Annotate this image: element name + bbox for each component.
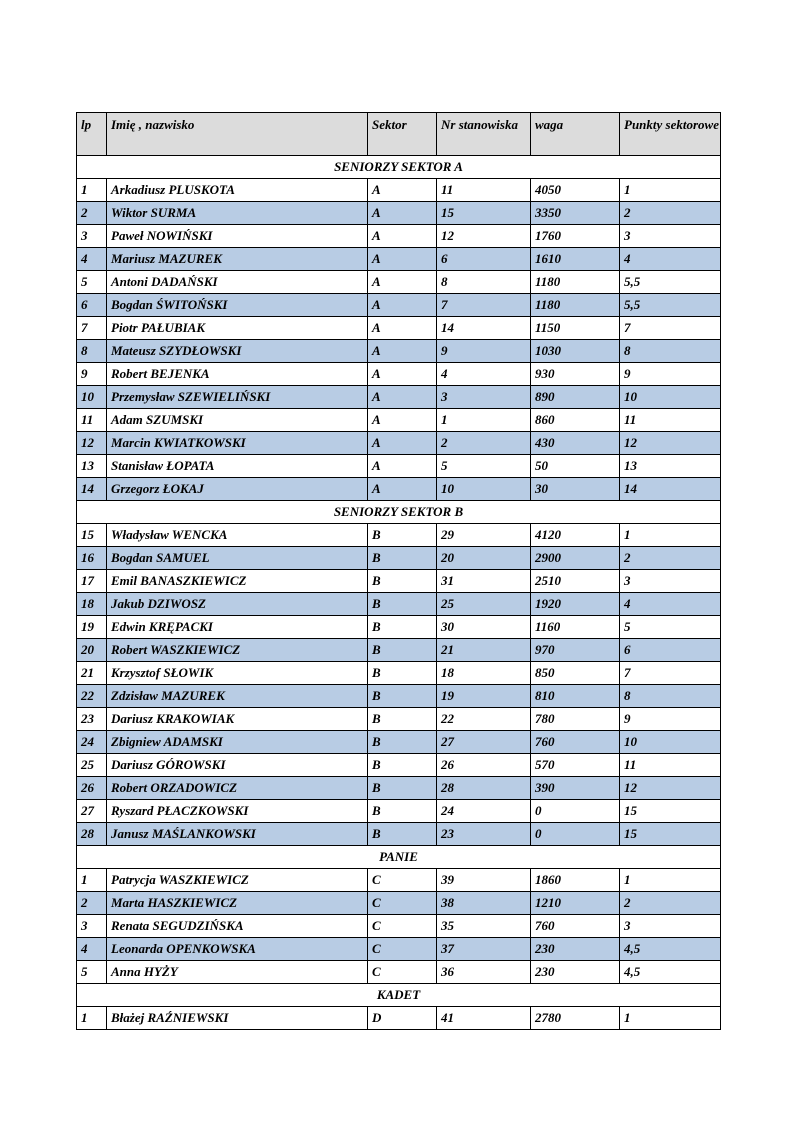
cell-waga: 1860 — [531, 869, 620, 892]
cell-waga: 3350 — [531, 202, 620, 225]
cell-name: Krzysztof SŁOWIK — [107, 662, 368, 685]
cell-waga: 1210 — [531, 892, 620, 915]
header-waga: waga — [531, 113, 620, 156]
cell-punkty: 1 — [620, 869, 721, 892]
cell-nr-stanowiska: 25 — [437, 593, 531, 616]
cell-sektor: A — [368, 248, 437, 271]
cell-nr-stanowiska: 9 — [437, 340, 531, 363]
table-row — [77, 685, 721, 708]
cell-punkty: 13 — [620, 455, 721, 478]
cell-nr-stanowiska: 18 — [437, 662, 531, 685]
cell-lp: 4 — [77, 938, 107, 961]
cell-name: Marcin KWIATKOWSKI — [107, 432, 368, 455]
table-row — [77, 248, 721, 271]
cell-punkty: 4 — [620, 593, 721, 616]
cell-punkty: 2 — [620, 202, 721, 225]
cell-nr-stanowiska: 14 — [437, 317, 531, 340]
cell-waga: 2780 — [531, 1007, 620, 1030]
cell-lp: 5 — [77, 271, 107, 294]
table-row — [77, 179, 721, 202]
cell-name: Renata SEGUDZIŃSKA — [107, 915, 368, 938]
cell-nr-stanowiska: 20 — [437, 547, 531, 570]
cell-lp: 24 — [77, 731, 107, 754]
table-row — [77, 662, 721, 685]
cell-nr-stanowiska: 38 — [437, 892, 531, 915]
cell-waga: 570 — [531, 754, 620, 777]
cell-name: Mariusz MAZUREK — [107, 248, 368, 271]
header-lp: lp — [77, 113, 107, 156]
cell-lp: 1 — [77, 1007, 107, 1030]
table-row — [77, 892, 721, 915]
cell-nr-stanowiska: 2 — [437, 432, 531, 455]
cell-lp: 1 — [77, 179, 107, 202]
cell-name: Arkadiusz PLUSKOTA — [107, 179, 368, 202]
cell-nr-stanowiska: 35 — [437, 915, 531, 938]
cell-punkty: 1 — [620, 179, 721, 202]
cell-nr-stanowiska: 39 — [437, 869, 531, 892]
cell-sektor: B — [368, 616, 437, 639]
cell-waga: 860 — [531, 409, 620, 432]
cell-sektor: C — [368, 915, 437, 938]
cell-name: Bogdan ŚWITOŃSKI — [107, 294, 368, 317]
section-title: SENIORZY SEKTOR A — [77, 156, 721, 179]
cell-waga: 1180 — [531, 271, 620, 294]
section-header-row — [77, 156, 721, 179]
cell-punkty: 3 — [620, 225, 721, 248]
cell-nr-stanowiska: 21 — [437, 639, 531, 662]
cell-waga: 1030 — [531, 340, 620, 363]
cell-sektor: A — [368, 409, 437, 432]
cell-waga: 890 — [531, 386, 620, 409]
cell-sektor: A — [368, 340, 437, 363]
table-row — [77, 317, 721, 340]
cell-name: Wiktor SURMA — [107, 202, 368, 225]
table-row — [77, 432, 721, 455]
table-row — [77, 938, 721, 961]
header-nr-stanowiska: Nr stanowiska — [437, 113, 531, 156]
cell-punkty: 4 — [620, 248, 721, 271]
cell-waga: 50 — [531, 455, 620, 478]
cell-name: Antoni DADAŃSKI — [107, 271, 368, 294]
cell-waga: 1610 — [531, 248, 620, 271]
table-row — [77, 823, 721, 846]
cell-punkty: 10 — [620, 386, 721, 409]
cell-name: Grzegorz ŁOKAJ — [107, 478, 368, 501]
cell-sektor: A — [368, 455, 437, 478]
cell-lp: 3 — [77, 915, 107, 938]
cell-name: Przemysław SZEWIELIŃSKI — [107, 386, 368, 409]
cell-waga: 850 — [531, 662, 620, 685]
cell-sektor: A — [368, 363, 437, 386]
cell-lp: 7 — [77, 317, 107, 340]
cell-punkty: 14 — [620, 478, 721, 501]
cell-sektor: A — [368, 271, 437, 294]
cell-punkty: 5,5 — [620, 294, 721, 317]
cell-sektor: A — [368, 202, 437, 225]
cell-lp: 2 — [77, 202, 107, 225]
table-row — [77, 294, 721, 317]
cell-waga: 2510 — [531, 570, 620, 593]
table-row — [77, 409, 721, 432]
cell-name: Robert ORZADOWICZ — [107, 777, 368, 800]
cell-punkty: 8 — [620, 685, 721, 708]
table-row — [77, 961, 721, 984]
cell-punkty: 8 — [620, 340, 721, 363]
cell-nr-stanowiska: 12 — [437, 225, 531, 248]
table-row — [77, 731, 721, 754]
cell-lp: 2 — [77, 892, 107, 915]
cell-lp: 4 — [77, 248, 107, 271]
cell-nr-stanowiska: 27 — [437, 731, 531, 754]
cell-sektor: B — [368, 593, 437, 616]
cell-punkty: 6 — [620, 639, 721, 662]
cell-punkty: 5,5 — [620, 271, 721, 294]
cell-punkty: 11 — [620, 409, 721, 432]
cell-lp: 1 — [77, 869, 107, 892]
table-row — [77, 455, 721, 478]
table-row — [77, 915, 721, 938]
cell-name: Władysław WENCKA — [107, 524, 368, 547]
table-row — [77, 478, 721, 501]
cell-punkty: 11 — [620, 754, 721, 777]
cell-sektor: B — [368, 524, 437, 547]
table-row — [77, 593, 721, 616]
section-header-row — [77, 984, 721, 1007]
cell-nr-stanowiska: 3 — [437, 386, 531, 409]
cell-lp: 6 — [77, 294, 107, 317]
cell-sektor: D — [368, 1007, 437, 1030]
cell-nr-stanowiska: 6 — [437, 248, 531, 271]
cell-lp: 27 — [77, 800, 107, 823]
cell-waga: 1760 — [531, 225, 620, 248]
cell-waga: 760 — [531, 731, 620, 754]
cell-nr-stanowiska: 23 — [437, 823, 531, 846]
cell-nr-stanowiska: 15 — [437, 202, 531, 225]
table-row — [77, 202, 721, 225]
table-row — [77, 570, 721, 593]
cell-punkty: 9 — [620, 708, 721, 731]
cell-name: Dariusz KRAKOWIAK — [107, 708, 368, 731]
cell-name: Marta HASZKIEWICZ — [107, 892, 368, 915]
cell-waga: 1180 — [531, 294, 620, 317]
cell-waga: 1920 — [531, 593, 620, 616]
cell-lp: 5 — [77, 961, 107, 984]
cell-sektor: B — [368, 800, 437, 823]
table-row — [77, 386, 721, 409]
cell-nr-stanowiska: 19 — [437, 685, 531, 708]
cell-waga: 230 — [531, 961, 620, 984]
cell-waga: 430 — [531, 432, 620, 455]
cell-sektor: A — [368, 294, 437, 317]
cell-lp: 14 — [77, 478, 107, 501]
cell-nr-stanowiska: 28 — [437, 777, 531, 800]
cell-name: Robert BEJENKA — [107, 363, 368, 386]
header-row — [77, 113, 721, 156]
cell-waga: 970 — [531, 639, 620, 662]
cell-lp: 17 — [77, 570, 107, 593]
cell-lp: 25 — [77, 754, 107, 777]
section-header-row — [77, 501, 721, 524]
header-sektor: Sektor — [368, 113, 437, 156]
cell-sektor: A — [368, 432, 437, 455]
cell-sektor: B — [368, 823, 437, 846]
cell-nr-stanowiska: 8 — [437, 271, 531, 294]
cell-lp: 23 — [77, 708, 107, 731]
cell-sektor: B — [368, 754, 437, 777]
cell-waga: 230 — [531, 938, 620, 961]
cell-lp: 20 — [77, 639, 107, 662]
cell-name: Anna HYŻY — [107, 961, 368, 984]
cell-lp: 22 — [77, 685, 107, 708]
cell-waga: 2900 — [531, 547, 620, 570]
table-row — [77, 271, 721, 294]
cell-name: Zbigniew ADAMSKI — [107, 731, 368, 754]
cell-sektor: B — [368, 662, 437, 685]
cell-sektor: C — [368, 892, 437, 915]
section-title: PANIE — [77, 846, 721, 869]
cell-punkty: 7 — [620, 317, 721, 340]
cell-punkty: 9 — [620, 363, 721, 386]
cell-punkty: 10 — [620, 731, 721, 754]
cell-lp: 15 — [77, 524, 107, 547]
cell-lp: 26 — [77, 777, 107, 800]
cell-name: Dariusz GÓROWSKI — [107, 754, 368, 777]
cell-name: Adam SZUMSKI — [107, 409, 368, 432]
results-table — [76, 112, 721, 1030]
cell-lp: 9 — [77, 363, 107, 386]
cell-lp: 10 — [77, 386, 107, 409]
cell-sektor: B — [368, 708, 437, 731]
table-row — [77, 616, 721, 639]
table-header — [77, 113, 721, 156]
cell-sektor: A — [368, 386, 437, 409]
cell-name: Jakub DZIWOSZ — [107, 593, 368, 616]
cell-sektor: B — [368, 570, 437, 593]
cell-waga: 4120 — [531, 524, 620, 547]
cell-punkty: 4,5 — [620, 961, 721, 984]
cell-lp: 11 — [77, 409, 107, 432]
cell-nr-stanowiska: 4 — [437, 363, 531, 386]
cell-sektor: B — [368, 731, 437, 754]
cell-lp: 8 — [77, 340, 107, 363]
cell-waga: 1150 — [531, 317, 620, 340]
cell-nr-stanowiska: 29 — [437, 524, 531, 547]
cell-name: Ryszard PŁACZKOWSKI — [107, 800, 368, 823]
cell-name: Piotr PAŁUBIAK — [107, 317, 368, 340]
cell-punkty: 12 — [620, 777, 721, 800]
table-row — [77, 708, 721, 731]
cell-sektor: C — [368, 869, 437, 892]
table-row — [77, 800, 721, 823]
cell-lp: 12 — [77, 432, 107, 455]
cell-waga: 930 — [531, 363, 620, 386]
header-punkty-sektorowe: Punkty sektorowe — [620, 113, 721, 156]
table-row — [77, 340, 721, 363]
table-body — [77, 156, 721, 1030]
cell-nr-stanowiska: 5 — [437, 455, 531, 478]
cell-punkty: 3 — [620, 570, 721, 593]
cell-sektor: A — [368, 179, 437, 202]
table-row — [77, 754, 721, 777]
cell-punkty: 3 — [620, 915, 721, 938]
cell-sektor: B — [368, 639, 437, 662]
cell-waga: 4050 — [531, 179, 620, 202]
table-row — [77, 639, 721, 662]
cell-lp: 3 — [77, 225, 107, 248]
cell-nr-stanowiska: 7 — [437, 294, 531, 317]
cell-nr-stanowiska: 41 — [437, 1007, 531, 1030]
cell-name: Stanisław ŁOPATA — [107, 455, 368, 478]
cell-sektor: A — [368, 225, 437, 248]
cell-name: Edwin KRĘPACKI — [107, 616, 368, 639]
cell-nr-stanowiska: 24 — [437, 800, 531, 823]
cell-nr-stanowiska: 10 — [437, 478, 531, 501]
cell-name: Robert WASZKIEWICZ — [107, 639, 368, 662]
cell-waga: 760 — [531, 915, 620, 938]
cell-name: Mateusz SZYDŁOWSKI — [107, 340, 368, 363]
cell-name: Paweł NOWIŃSKI — [107, 225, 368, 248]
cell-nr-stanowiska: 1 — [437, 409, 531, 432]
cell-waga: 0 — [531, 800, 620, 823]
cell-name: Bogdan SAMUEL — [107, 547, 368, 570]
table-row — [77, 777, 721, 800]
cell-sektor: C — [368, 938, 437, 961]
table-row — [77, 547, 721, 570]
cell-lp: 16 — [77, 547, 107, 570]
cell-waga: 1160 — [531, 616, 620, 639]
table-row — [77, 225, 721, 248]
cell-punkty: 5 — [620, 616, 721, 639]
table-row — [77, 869, 721, 892]
cell-punkty: 2 — [620, 547, 721, 570]
cell-sektor: B — [368, 547, 437, 570]
cell-waga: 0 — [531, 823, 620, 846]
cell-waga: 30 — [531, 478, 620, 501]
cell-name: Patrycja WASZKIEWICZ — [107, 869, 368, 892]
cell-punkty: 15 — [620, 823, 721, 846]
cell-punkty: 1 — [620, 524, 721, 547]
table-row — [77, 524, 721, 547]
cell-name: Błażej RAŹNIEWSKI — [107, 1007, 368, 1030]
table-row — [77, 1007, 721, 1030]
cell-sektor: A — [368, 317, 437, 340]
cell-sektor: A — [368, 478, 437, 501]
cell-nr-stanowiska: 30 — [437, 616, 531, 639]
cell-nr-stanowiska: 31 — [437, 570, 531, 593]
cell-name: Janusz MAŚLANKOWSKI — [107, 823, 368, 846]
cell-punkty: 15 — [620, 800, 721, 823]
cell-punkty: 1 — [620, 1007, 721, 1030]
cell-waga: 780 — [531, 708, 620, 731]
cell-nr-stanowiska: 37 — [437, 938, 531, 961]
cell-sektor: B — [368, 685, 437, 708]
cell-lp: 13 — [77, 455, 107, 478]
cell-name: Emil BANASZKIEWICZ — [107, 570, 368, 593]
cell-nr-stanowiska: 36 — [437, 961, 531, 984]
cell-waga: 810 — [531, 685, 620, 708]
cell-nr-stanowiska: 26 — [437, 754, 531, 777]
cell-lp: 18 — [77, 593, 107, 616]
section-title: SENIORZY SEKTOR B — [77, 501, 721, 524]
cell-punkty: 4,5 — [620, 938, 721, 961]
cell-name: Zdzisław MAZUREK — [107, 685, 368, 708]
cell-name: Leonarda OPENKOWSKA — [107, 938, 368, 961]
section-header-row — [77, 846, 721, 869]
cell-sektor: C — [368, 961, 437, 984]
cell-punkty: 12 — [620, 432, 721, 455]
cell-waga: 390 — [531, 777, 620, 800]
cell-lp: 28 — [77, 823, 107, 846]
cell-lp: 21 — [77, 662, 107, 685]
cell-nr-stanowiska: 11 — [437, 179, 531, 202]
cell-sektor: B — [368, 777, 437, 800]
cell-punkty: 2 — [620, 892, 721, 915]
cell-nr-stanowiska: 22 — [437, 708, 531, 731]
cell-lp: 19 — [77, 616, 107, 639]
table-row — [77, 363, 721, 386]
section-title: KADET — [77, 984, 721, 1007]
header-name: Imię , nazwisko — [107, 113, 368, 156]
cell-punkty: 7 — [620, 662, 721, 685]
